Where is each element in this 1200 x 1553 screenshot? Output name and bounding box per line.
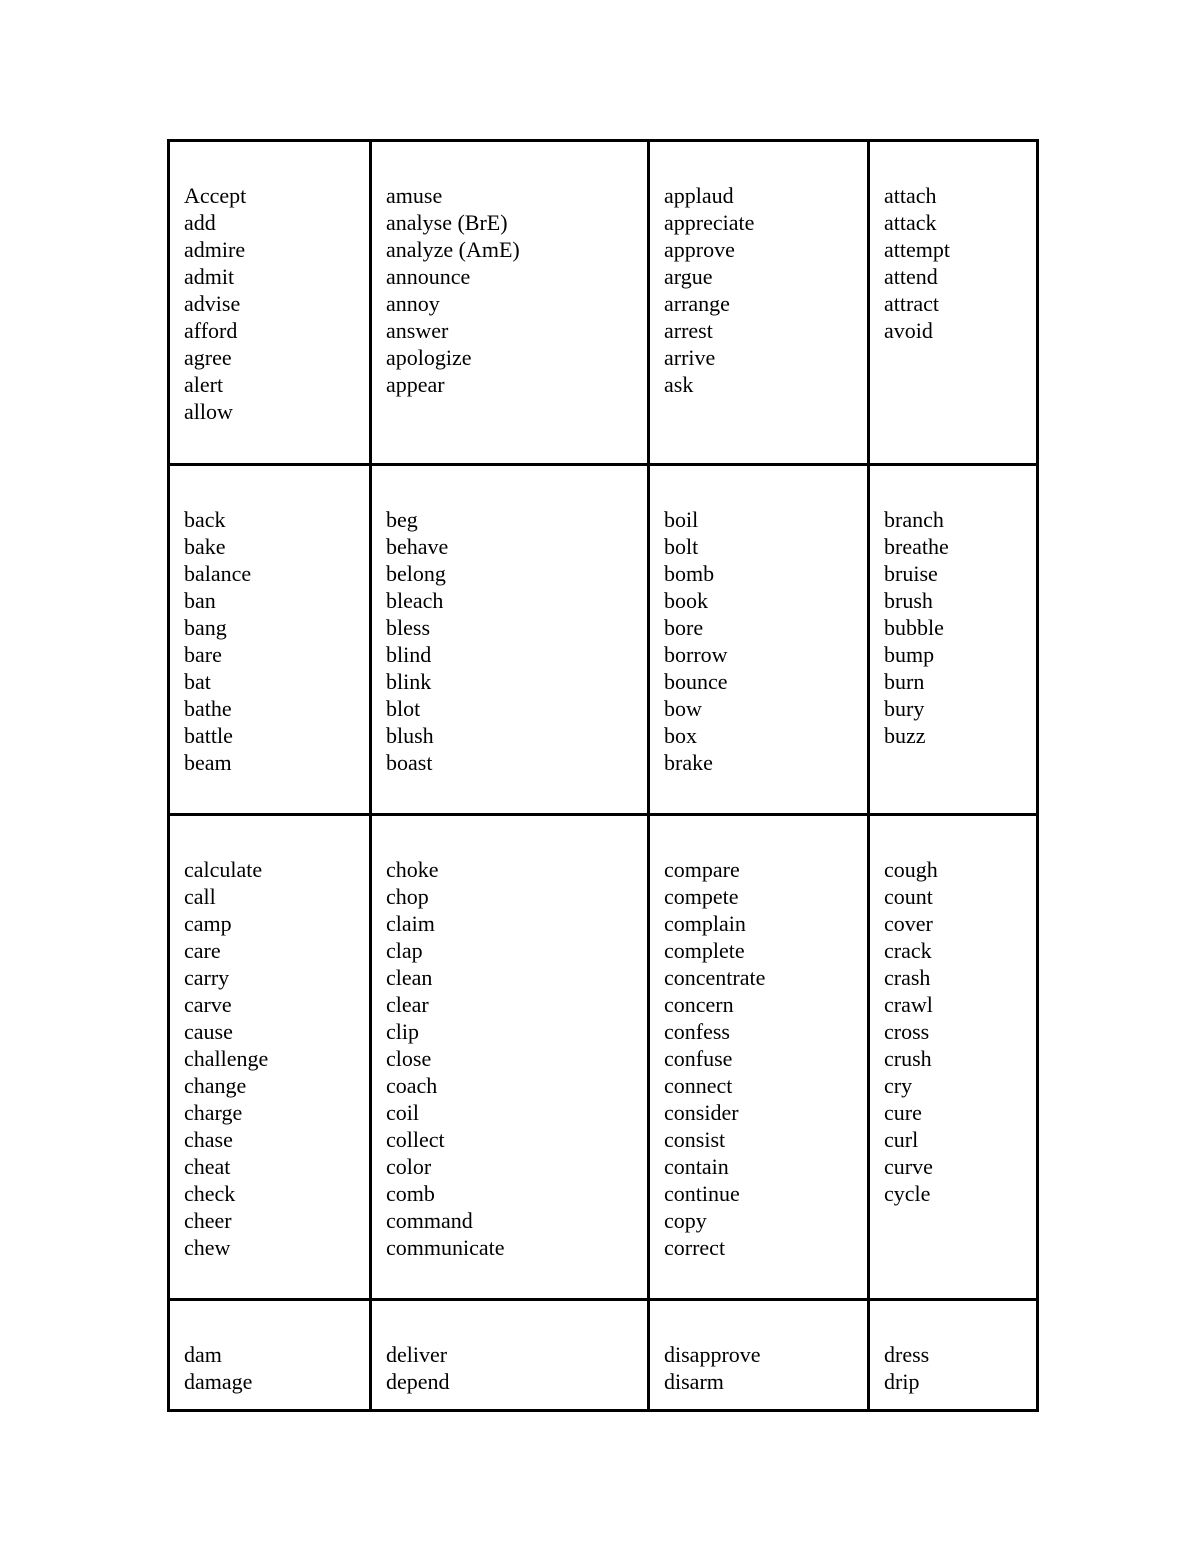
word-entry: chop — [386, 884, 429, 909]
word-entry: cry — [884, 1073, 913, 1098]
word-entry: collect — [386, 1127, 445, 1152]
word-entry: care — [184, 938, 221, 963]
word-entry: boil — [664, 507, 699, 532]
table-cell — [869, 141, 1038, 465]
word-entry: amuse — [386, 183, 443, 208]
word-entry: clip — [386, 1019, 419, 1044]
word-entry: box — [664, 723, 697, 748]
word-entry: approve — [664, 237, 735, 262]
word-list — [650, 142, 867, 398]
word-entry: comb — [386, 1181, 435, 1206]
word-entry: blot — [386, 696, 421, 721]
word-entry: disapprove — [664, 1342, 761, 1367]
word-entry: check — [184, 1181, 236, 1206]
word-entry: carry — [184, 965, 230, 990]
word-entry: bounce — [664, 669, 728, 694]
word-entry: bake — [184, 534, 226, 559]
word-entry: clap — [386, 938, 423, 963]
table-cell — [869, 1300, 1038, 1411]
table-cell — [371, 141, 649, 465]
word-entry: drip — [884, 1369, 920, 1394]
word-entry: bleach — [386, 588, 444, 613]
word-entry: argue — [664, 264, 713, 289]
word-entry: admit — [184, 264, 235, 289]
word-entry: blind — [386, 642, 432, 667]
word-entry: contain — [664, 1154, 729, 1179]
word-entry: attend — [884, 264, 938, 289]
word-entry: applaud — [664, 183, 734, 208]
word-entry: crush — [884, 1046, 932, 1071]
word-entry: cough — [884, 857, 938, 882]
word-entry: cause — [184, 1019, 233, 1044]
word-entry: concentrate — [664, 965, 766, 990]
word-entry: breathe — [884, 534, 949, 559]
word-entry: choke — [386, 857, 439, 882]
table-cell — [649, 815, 869, 1300]
word-entry: confess — [664, 1019, 730, 1044]
table-row-b — [169, 465, 1038, 815]
word-entry: belong — [386, 561, 446, 586]
word-entry: depend — [386, 1369, 450, 1394]
table-cell — [649, 465, 869, 815]
word-entry: command — [386, 1208, 473, 1233]
word-entry: annoy — [386, 291, 440, 316]
word-entry: bury — [884, 696, 925, 721]
word-entry: afford — [184, 318, 238, 343]
word-entry: coil — [386, 1100, 419, 1125]
word-entry: ask — [664, 372, 694, 397]
word-entry: apologize — [386, 345, 472, 370]
word-entry: beam — [184, 750, 232, 775]
word-entry: answer — [386, 318, 449, 343]
word-entry: add — [184, 210, 216, 235]
table-cell — [869, 465, 1038, 815]
word-entry: complain — [664, 911, 746, 936]
word-entry: copy — [664, 1208, 707, 1233]
word-entry: attempt — [884, 237, 950, 262]
word-entry: boast — [386, 750, 433, 775]
word-list — [372, 1301, 647, 1395]
word-list — [372, 816, 647, 1261]
word-entry: crack — [884, 938, 932, 963]
word-entry: close — [386, 1046, 432, 1071]
word-entry: appreciate — [664, 210, 755, 235]
word-entry: camp — [184, 911, 232, 936]
word-entry: claim — [386, 911, 435, 936]
word-entry: bow — [664, 696, 702, 721]
word-entry: brake — [664, 750, 713, 775]
word-entry: brush — [884, 588, 933, 613]
word-list — [170, 1301, 369, 1395]
word-entry: bolt — [664, 534, 699, 559]
table-row-a — [169, 141, 1038, 465]
word-entry: bomb — [664, 561, 715, 586]
word-entry: cheer — [184, 1208, 232, 1233]
word-entry: concern — [664, 992, 734, 1017]
word-entry: bat — [184, 669, 211, 694]
word-entry: Accept — [184, 183, 247, 208]
word-entry: back — [184, 507, 226, 532]
word-list — [870, 142, 1036, 344]
word-entry: bang — [184, 615, 227, 640]
word-entry: disarm — [664, 1369, 724, 1394]
word-entry: calculate — [184, 857, 263, 882]
word-entry: cure — [884, 1100, 922, 1125]
word-entry: curl — [884, 1127, 919, 1152]
table-row-d — [169, 1300, 1038, 1411]
word-entry: chew — [184, 1235, 231, 1260]
word-entry: count — [884, 884, 933, 909]
word-entry: alert — [184, 372, 224, 397]
word-entry: arrive — [664, 345, 716, 370]
word-entry: bruise — [884, 561, 938, 586]
table-cell — [649, 141, 869, 465]
word-entry: analyze (AmE) — [386, 237, 520, 262]
word-entry: blush — [386, 723, 434, 748]
table-cell — [169, 815, 371, 1300]
word-list — [372, 142, 647, 398]
word-entry: allow — [184, 399, 233, 424]
word-entry: clean — [386, 965, 433, 990]
word-entry: battle — [184, 723, 233, 748]
word-list — [870, 816, 1036, 1207]
table-cell — [649, 1300, 869, 1411]
word-entry: carve — [184, 992, 232, 1017]
word-entry: agree — [184, 345, 232, 370]
table-cell — [371, 815, 649, 1300]
word-entry: confuse — [664, 1046, 733, 1071]
word-entry: bless — [386, 615, 430, 640]
table-cell — [169, 141, 371, 465]
word-entry: damage — [184, 1369, 253, 1394]
word-entry: bare — [184, 642, 222, 667]
word-entry: crawl — [884, 992, 933, 1017]
word-entry: connect — [664, 1073, 733, 1098]
word-entry: correct — [664, 1235, 726, 1260]
word-entry: consist — [664, 1127, 726, 1152]
word-entry: change — [184, 1073, 247, 1098]
word-entry: color — [386, 1154, 432, 1179]
word-entry: bore — [664, 615, 704, 640]
word-list — [170, 142, 369, 425]
word-entry: beg — [386, 507, 418, 532]
word-entry: balance — [184, 561, 252, 586]
word-list — [870, 1301, 1036, 1395]
word-entry: burn — [884, 669, 925, 694]
word-entry: avoid — [884, 318, 933, 343]
word-entry: advise — [184, 291, 241, 316]
table-cell — [869, 815, 1038, 1300]
word-entry: ban — [184, 588, 216, 613]
word-entry: cheat — [184, 1154, 231, 1179]
word-list — [870, 466, 1036, 749]
word-entry: borrow — [664, 642, 728, 667]
word-list — [170, 466, 369, 776]
word-entry: complete — [664, 938, 745, 963]
table-cell — [371, 1300, 649, 1411]
word-list — [650, 466, 867, 776]
word-entry: deliver — [386, 1342, 448, 1367]
word-entry: clear — [386, 992, 429, 1017]
word-entry: buzz — [884, 723, 926, 748]
word-entry: attack — [884, 210, 937, 235]
word-entry: appear — [386, 372, 445, 397]
word-entry: branch — [884, 507, 944, 532]
word-entry: cycle — [884, 1181, 931, 1206]
word-entry: behave — [386, 534, 449, 559]
word-entry: crash — [884, 965, 931, 990]
word-entry: blink — [386, 669, 432, 694]
word-list — [650, 1301, 867, 1395]
verb-list-table — [167, 139, 1039, 1412]
table-row-c — [169, 815, 1038, 1300]
word-entry: dam — [184, 1342, 222, 1367]
word-entry: attach — [884, 183, 937, 208]
word-entry: announce — [386, 264, 471, 289]
word-entry: compete — [664, 884, 739, 909]
word-entry: continue — [664, 1181, 740, 1206]
word-entry: dress — [884, 1342, 930, 1367]
word-entry: bump — [884, 642, 935, 667]
word-entry: call — [184, 884, 216, 909]
word-entry: curve — [884, 1154, 933, 1179]
word-entry: consider — [664, 1100, 739, 1125]
table-cell — [371, 465, 649, 815]
table-cell — [169, 1300, 371, 1411]
word-entry: chase — [184, 1127, 233, 1152]
word-list — [372, 466, 647, 776]
word-entry: arrange — [664, 291, 730, 316]
word-entry: arrest — [664, 318, 713, 343]
word-list — [650, 816, 867, 1261]
word-entry: communicate — [386, 1235, 505, 1260]
word-entry: compare — [664, 857, 740, 882]
word-list — [170, 816, 369, 1261]
table-cell — [169, 465, 371, 815]
word-entry: bubble — [884, 615, 944, 640]
word-entry: charge — [184, 1100, 243, 1125]
word-entry: attract — [884, 291, 939, 316]
word-entry: cross — [884, 1019, 930, 1044]
word-entry: bathe — [184, 696, 232, 721]
word-entry: admire — [184, 237, 246, 262]
word-entry: coach — [386, 1073, 438, 1098]
word-entry: book — [664, 588, 708, 613]
word-entry: analyse (BrE) — [386, 210, 508, 235]
word-entry: cover — [884, 911, 933, 936]
word-entry: challenge — [184, 1046, 269, 1071]
